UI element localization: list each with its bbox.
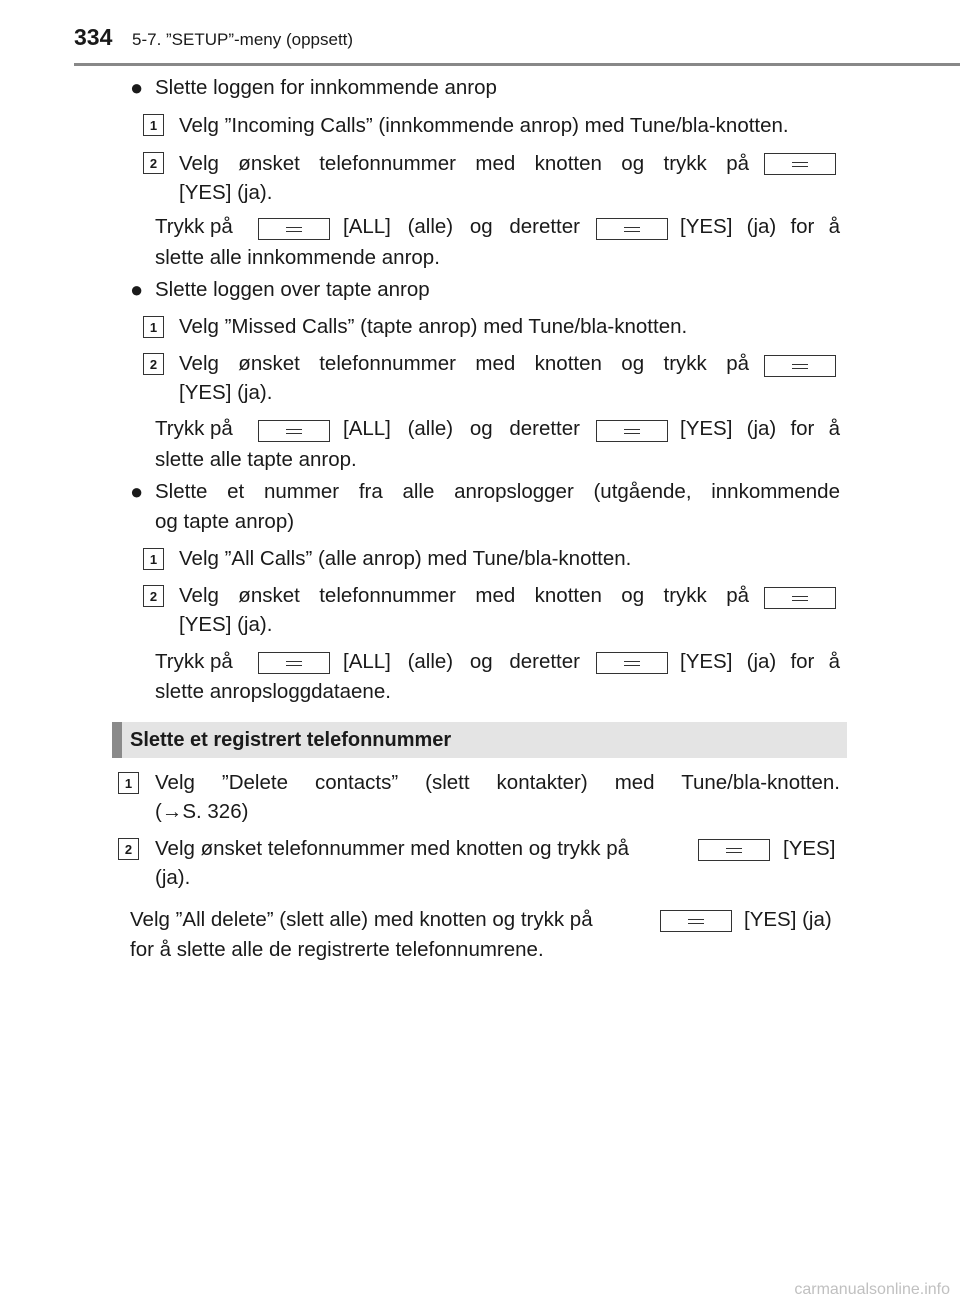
all-note-3: [YES] (ja) for å <box>680 650 840 673</box>
enter-button-icon <box>764 153 836 175</box>
step-badge-1: 1 <box>143 548 164 570</box>
page-header <box>74 24 904 64</box>
enter-button-icon <box>258 218 330 240</box>
all-heading-line2: og tapte anrop) <box>155 510 295 533</box>
incoming-heading: Slette loggen for innkommende anrop <box>155 76 497 99</box>
missed-note-1: Trykk på <box>155 417 233 440</box>
missed-heading: Slette loggen over tapte anrop <box>155 278 430 301</box>
all-note-line2: slette anropsloggdataene. <box>155 680 391 703</box>
step-badge-1: 1 <box>143 114 164 136</box>
incoming-note-line2: slette alle innkommende anrop. <box>155 246 440 269</box>
contacts-note-line2: for å slette alle de registrerte telefonnumrene. <box>130 938 544 961</box>
step-badge-2: 2 <box>143 353 164 375</box>
enter-button-icon <box>596 218 668 240</box>
missed-note-line2: slette alle tapte anrop. <box>155 448 357 471</box>
bullet-icon: ● <box>130 277 144 302</box>
enter-button-icon <box>698 839 770 861</box>
section-title: 5-7. ”SETUP”-meny (oppsett) <box>132 30 354 49</box>
step-badge-2: 2 <box>143 152 164 174</box>
header-divider <box>74 63 960 66</box>
contacts-note-2: [YES] (ja) <box>744 908 832 931</box>
watermark: carmanualsonline.info <box>794 1281 950 1298</box>
missed-step2-line2: [YES] (ja). <box>179 381 273 404</box>
step-badge-1: 1 <box>118 772 139 794</box>
subheading-delete-contacts: Slette et registrert telefonnummer <box>112 722 847 758</box>
enter-button-icon <box>660 910 732 932</box>
contacts-step2-line1: Velg ønsket telefonnummer med knotten og trykk på <box>155 837 630 860</box>
enter-button-icon <box>764 587 836 609</box>
contacts-step2-yes: [YES] <box>783 837 836 860</box>
all-step2-line1: Velg ønsket telefonnummer med knotten og trykk på <box>179 584 749 607</box>
step-badge-1: 1 <box>143 316 164 338</box>
all-step2-line2: [YES] (ja). <box>179 613 273 636</box>
incoming-step2-line1: Velg ønsket telefonnummer med knotten og trykk på <box>179 152 749 175</box>
incoming-step1: Velg ”Incoming Calls” (innkommende anrop) med Tune/bla-knotten. <box>179 114 789 137</box>
contacts-step2-line2: (ja). <box>155 866 191 889</box>
enter-button-icon <box>258 420 330 442</box>
missed-note-2: [ALL] (alle) og deretter <box>343 417 580 440</box>
all-note-2: [ALL] (alle) og deretter <box>343 650 580 673</box>
step-badge-2: 2 <box>143 585 164 607</box>
missed-note-3: [YES] (ja) for å <box>680 417 840 440</box>
incoming-note-3: [YES] (ja) for å <box>680 215 840 238</box>
bullet-icon: ● <box>130 75 144 100</box>
bullet-icon: ● <box>130 479 144 504</box>
enter-button-icon <box>596 652 668 674</box>
page-number: 334 <box>74 24 113 50</box>
contacts-note-1: Velg ”All delete” (slett alle) med knotten og trykk på <box>130 908 593 931</box>
missed-step1: Velg ”Missed Calls” (tapte anrop) med Tune/bla-knotten. <box>179 315 688 338</box>
enter-button-icon <box>258 652 330 674</box>
all-note-1: Trykk på <box>155 650 233 673</box>
all-heading-line1: Slette et nummer fra alle anropslogger (utgående, innkommende <box>155 480 840 503</box>
step-badge-2: 2 <box>118 838 139 860</box>
incoming-note-2: [ALL] (alle) og deretter <box>343 215 580 238</box>
contacts-step1-line2: (→S. 326) <box>155 800 249 823</box>
incoming-step2-line2: [YES] (ja). <box>179 181 273 204</box>
incoming-note-1: Trykk på <box>155 215 233 238</box>
enter-button-icon <box>596 420 668 442</box>
missed-step2-line1: Velg ønsket telefonnummer med knotten og trykk på <box>179 352 749 375</box>
contacts-step1-line1: Velg ”Delete contacts” (slett kontakter) med Tune/bla-knotten. <box>155 771 840 794</box>
enter-button-icon <box>764 355 836 377</box>
all-step1: Velg ”All Calls” (alle anrop) med Tune/bla-knotten. <box>179 547 632 570</box>
